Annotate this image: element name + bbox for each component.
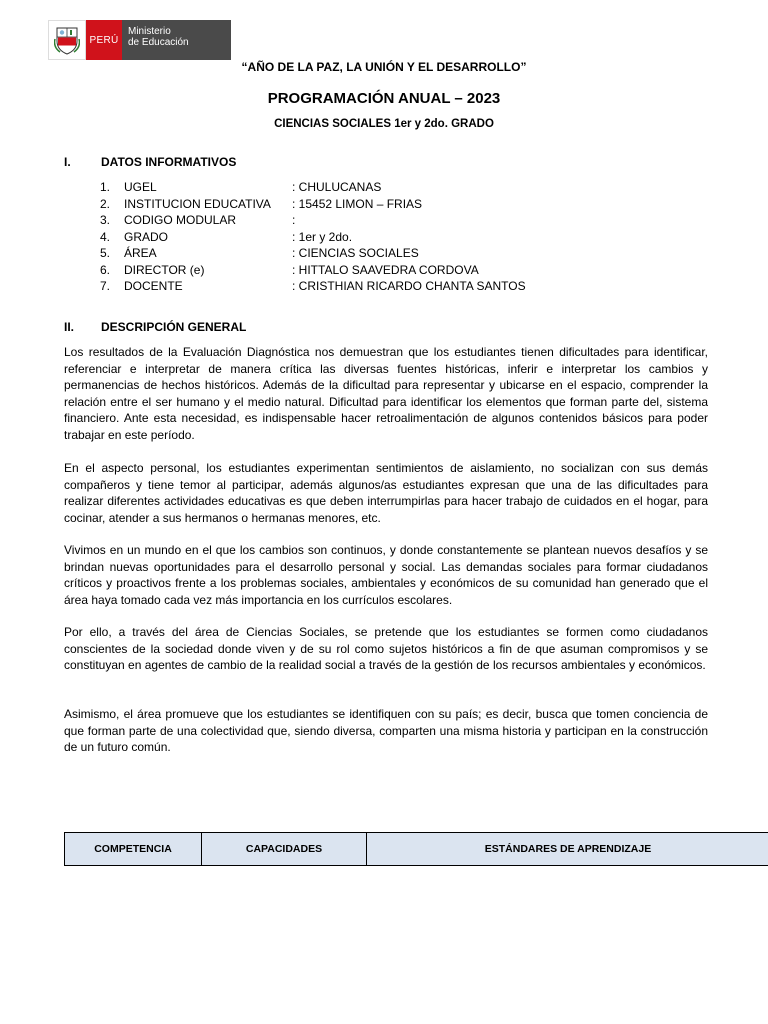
- info-value: : CRISTHIAN RICARDO CHANTA SANTOS: [292, 279, 526, 293]
- minedu-logo: [48, 20, 231, 60]
- document-title: PROGRAMACIÓN ANUAL – 2023: [267, 90, 501, 107]
- header-capacidades: CAPACIDADES: [202, 833, 367, 866]
- ministry-line-1: Ministerio: [128, 26, 171, 37]
- info-number: 5.: [100, 246, 111, 260]
- info-value: : 15452 LIMON – FRIAS: [292, 196, 423, 211]
- info-value: : 1er y 2do.: [292, 229, 353, 244]
- info-number: 2.: [100, 196, 111, 211]
- info-key: DOCENTE: [124, 279, 183, 293]
- info-key: INSTITUCION EDUCATIVA: [124, 196, 271, 211]
- info-key: GRADO: [124, 229, 169, 244]
- info-value: :: [292, 213, 296, 227]
- info-key: UGEL: [124, 180, 157, 194]
- info-key: CODIGO MODULAR: [124, 213, 237, 227]
- year-motto: “AÑO DE LA PAZ, LA UNIÓN Y EL DESARROLLO”: [241, 60, 527, 74]
- paragraph: Los resultados de la Evaluación Diagnóstica nos demuestran que los estudiantes tienen dificultades para identificar, referenciar e interpretar de manera crítica las diversas fuentes históricas, inferir e interpretar los cambios y permanencias de hechos históricos. Además de la dificultad para representar y ubicarse en el espacio, comprender la relación entre el ser humano y el medio natural. Dificultad para identificar los elementos que forman parte del, sistema financiero. Ante esta necesidad, es indispensable hacer retroalimentación de algunos contenidos básicos para poder trabajar en este período.: [64, 345, 708, 442]
- competency-table: [64, 832, 768, 866]
- document-subtitle: CIENCIAS SOCIALES 1er y 2do. GRADO: [274, 118, 494, 130]
- table-header-row: [65, 833, 768, 866]
- info-number: 4.: [100, 229, 111, 244]
- paragraph: Vivimos en un mundo en el que los cambios son continuos, y donde constantemente se plantean nuevos desafíos y se brindan nuevas oportunidades para el desarrollo personal y social. Las demandas sociales para formar ciudadanos críticos y proactivos frente a los problemas sociales, ambientales y económicos de su comunidad han generado que el área haya tomado cada vez más importancia en los currículos escolares.: [64, 543, 708, 607]
- ministry-label: [122, 20, 231, 60]
- info-value: : HITTALO SAAVEDRA CORDOVA: [292, 262, 479, 277]
- peru-coat-of-arms-icon: [48, 20, 86, 60]
- info-value: : CHULUCANAS: [292, 180, 382, 194]
- info-key: ÁREA: [124, 246, 157, 260]
- country-label: PERÚ: [86, 20, 122, 60]
- header-estandares: ESTÁNDARES DE APRENDIZAJE: [367, 833, 768, 866]
- paragraph: Por ello, a través del área de Ciencias Sociales, se pretende que los estudiantes se formen como ciudadanos conscientes de la sociedad donde viven y de su rol como sujetos históricos a fin de que asuman compromisos y se constituyan en agentes de cambio de la realidad social a través de la gestión de los recursos ambientales y económicos.: [64, 625, 708, 672]
- info-value: : CIENCIAS SOCIALES: [292, 246, 419, 260]
- info-number: 1.: [100, 180, 111, 194]
- info-key: DIRECTOR (e): [124, 262, 205, 277]
- info-number: 7.: [100, 279, 111, 293]
- info-number: 6.: [100, 262, 111, 277]
- section-title: DATOS INFORMATIVOS: [101, 155, 237, 169]
- ministry-line-2: de Educación: [128, 37, 189, 48]
- section-title: DESCRIPCIÓN GENERAL: [101, 320, 247, 334]
- paragraph: En el aspecto personal, los estudiantes experimentan sentimientos de aislamiento, no socializan con sus demás compañeros y tiene temor al participar, además algunos/as estudiantes expresan que una de las dificultades para realizar diferentes actividades educativas es que deben interrumpirlas para hacer trabajo de cuidados en el hogar, para cocinar, atender a sus hermanos o hermanas menores, etc.: [64, 461, 708, 525]
- header-competencia: COMPETENCIA: [65, 833, 202, 866]
- paragraph: Asimismo, el área promueve que los estudiantes se identifiquen con su país; es decir, busca que tomen conciencia de que forman parte de una colectividad que, siendo diversa, comparten una misma historia y participan en la construcción de un futuro común.: [64, 707, 708, 754]
- info-number: 3.: [100, 213, 111, 227]
- section-number: I.: [64, 155, 71, 169]
- section-number: II.: [64, 320, 75, 334]
